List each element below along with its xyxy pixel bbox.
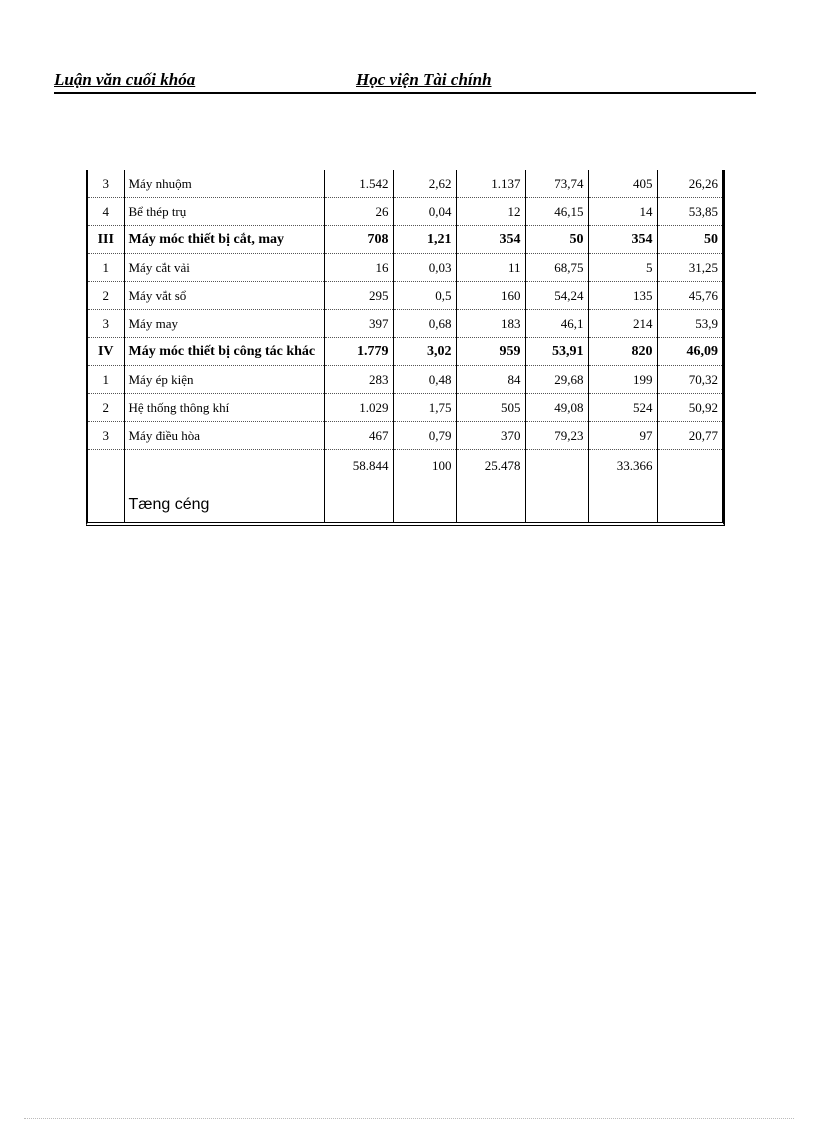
cell-value-6: 70,32 [657,366,722,394]
cell-value-2: 0,48 [393,366,456,394]
cell-value-1: 1.542 [324,170,393,198]
cell-item-name: Máy may [124,310,324,338]
cell-item-name: Máy vắt sổ [124,282,324,310]
cell-stt: 2 [88,394,124,422]
cell-value-4: 73,74 [525,170,588,198]
cell-value-5: 135 [588,282,657,310]
cell-value-6: 20,77 [657,422,722,450]
asset-table-container [86,170,725,526]
asset-table [88,170,722,522]
cell-item-name: Máy nhuộm [124,170,324,198]
cell-value-3: 505 [456,394,525,422]
cell-value-3: 354 [456,226,525,254]
cell-value-2: 2,62 [393,170,456,198]
cell-item-name: Tæng céng [124,450,324,523]
cell-value-4: 29,68 [525,366,588,394]
cell-value-1: 26 [324,198,393,226]
cell-stt: III [88,226,124,254]
cell-value-2: 0,03 [393,254,456,282]
cell-value-3: 11 [456,254,525,282]
cell-value-6: 50 [657,226,722,254]
cell-value-1: 16 [324,254,393,282]
cell-value-1: 467 [324,422,393,450]
cell-value-1: 283 [324,366,393,394]
cell-value-1: 1.029 [324,394,393,422]
cell-item-name: Bể thép trụ [124,198,324,226]
cell-item-name: Máy cắt vải [124,254,324,282]
cell-value-1: 397 [324,310,393,338]
cell-item-name: Máy điều hòa [124,422,324,450]
cell-value-6: 46,09 [657,338,722,366]
cell-stt: 3 [88,422,124,450]
cell-stt: 3 [88,170,124,198]
cell-stt: 1 [88,366,124,394]
total-row [88,450,722,523]
cell-value-1: 1.779 [324,338,393,366]
cell-stt: 2 [88,282,124,310]
table-row [88,198,722,226]
cell-value-6: 53,85 [657,198,722,226]
table-row [88,422,722,450]
cell-value-3: 1.137 [456,170,525,198]
group-row [88,338,722,366]
cell-stt: 3 [88,310,124,338]
cell-value-4: 46,1 [525,310,588,338]
cell-value-5: 214 [588,310,657,338]
cell-item-name: Hệ thống thông khí [124,394,324,422]
page-bottom-divider [24,1118,794,1119]
header-center-title: Học viện Tài chính [356,70,492,89]
group-row [88,226,722,254]
cell-value-6: 45,76 [657,282,722,310]
cell-value-5: 14 [588,198,657,226]
cell-value-3: 183 [456,310,525,338]
cell-value-4: 49,08 [525,394,588,422]
cell-value-6: 26,26 [657,170,722,198]
cell-stt: 1 [88,254,124,282]
header-left-title: Luận văn cuối khóa [54,70,196,89]
cell-value-2: 0,04 [393,198,456,226]
table-row [88,254,722,282]
cell-item-name: Máy móc thiết bị cắt, may [124,226,324,254]
cell-value-5: 354 [588,226,657,254]
cell-stt: 4 [88,198,124,226]
cell-value-4: 54,24 [525,282,588,310]
cell-value-3: 84 [456,366,525,394]
cell-value-3: 160 [456,282,525,310]
cell-value-2: 1,21 [393,226,456,254]
cell-value-6: 31,25 [657,254,722,282]
cell-value-2: 3,02 [393,338,456,366]
cell-value-1: 295 [324,282,393,310]
cell-value-5: 405 [588,170,657,198]
cell-value-6 [657,450,722,523]
cell-value-1: 708 [324,226,393,254]
table-row [88,282,722,310]
cell-stt [88,450,124,523]
cell-value-4 [525,450,588,523]
cell-value-6: 50,92 [657,394,722,422]
cell-value-3: 370 [456,422,525,450]
cell-stt: IV [88,338,124,366]
cell-value-5: 199 [588,366,657,394]
cell-value-4: 79,23 [525,422,588,450]
cell-item-name: Máy móc thiết bị công tác khác [124,338,324,366]
cell-value-1: 58.844 [324,450,393,523]
cell-value-4: 50 [525,226,588,254]
table-row [88,366,722,394]
cell-value-2: 100 [393,450,456,523]
page-header [54,68,756,94]
cell-item-name: Máy ép kiện [124,366,324,394]
cell-value-5: 524 [588,394,657,422]
cell-value-3: 25.478 [456,450,525,523]
cell-value-3: 12 [456,198,525,226]
table-row [88,310,722,338]
cell-value-3: 959 [456,338,525,366]
cell-value-2: 0,5 [393,282,456,310]
table-row [88,394,722,422]
asset-table-body [88,170,722,522]
table-row [88,170,722,198]
cell-value-2: 1,75 [393,394,456,422]
cell-value-5: 820 [588,338,657,366]
cell-value-6: 53,9 [657,310,722,338]
cell-value-2: 0,79 [393,422,456,450]
cell-value-4: 53,91 [525,338,588,366]
cell-value-5: 5 [588,254,657,282]
cell-value-2: 0,68 [393,310,456,338]
cell-value-4: 68,75 [525,254,588,282]
cell-value-5: 97 [588,422,657,450]
cell-value-5: 33.366 [588,450,657,523]
cell-value-4: 46,15 [525,198,588,226]
